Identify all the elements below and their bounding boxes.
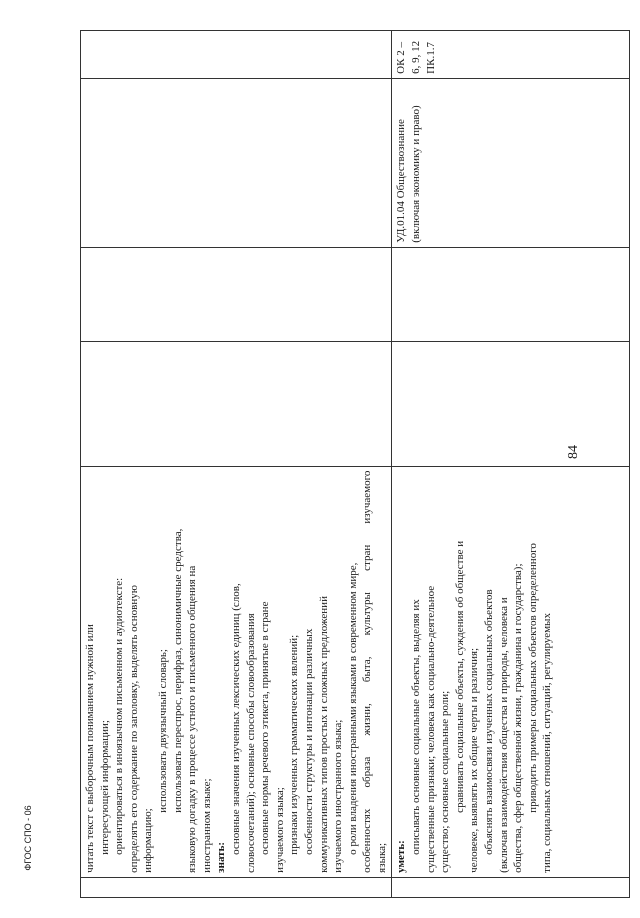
- section-heading-know: знать:: [215, 841, 228, 873]
- text-line: читать текст с выборочным пониманием нужной или: [84, 624, 96, 873]
- text-line: интересующей информации;: [98, 720, 111, 855]
- document-footer: ФГОС СПО - 06: [23, 805, 33, 871]
- page-number: 84: [566, 445, 581, 459]
- text-line: информацию;: [142, 808, 155, 873]
- text-line: коммуникативных типов простых и сложных предложений: [317, 596, 330, 873]
- table-cell-skills: [81, 466, 392, 877]
- text-line: изучаемого иностранного языка;: [332, 719, 345, 873]
- text-line: о роли владения иностранными языками в современном мире,: [346, 562, 359, 855]
- table-cell-discipline: УД.01.04 Обществознание (включая экономику и право): [392, 78, 630, 247]
- text-line: объяснять взаимосвязи изученных социальных объектов: [483, 589, 496, 855]
- table-cell-competencies: ОК 2 – 6, 9, 12 ПК.1.7: [392, 31, 630, 79]
- table-frame: [80, 30, 600, 898]
- text-line: признаки изученных грамматических явлений;: [288, 634, 301, 855]
- text-line: человеке, выявлять их общие черты и различия;: [468, 647, 481, 873]
- text-line: существенные признаки; человека как социально-деятельное: [424, 585, 437, 873]
- text-line: использовать переспрос, перифраз, синонимичные средства,: [171, 528, 184, 813]
- table-cell-skills: [392, 466, 630, 877]
- text-line: (включая взаимодействия общества и природы, человека и: [497, 597, 510, 873]
- text-line: общества, сфер общественной жизни, гражданина и государства);: [512, 563, 525, 873]
- table-cell-empty: [392, 247, 630, 342]
- text-line: основные значения изученных лексических единиц (слов,: [229, 583, 242, 855]
- text-line: описывать основные социальные объекты, выделяя их: [410, 599, 423, 855]
- text-line: ориентироваться в иноязычном письменном и аудиотексте:: [113, 577, 126, 855]
- table-cell-left-margin: [81, 877, 392, 897]
- text-line: словосочетаний); основные способы словообразования: [244, 613, 257, 873]
- text-line: языка;: [375, 842, 388, 873]
- section-heading-able: уметь:: [395, 840, 408, 873]
- table-cell-empty: [392, 342, 630, 466]
- text-line: основные нормы речевого этикета, принятые в стране: [259, 601, 272, 855]
- table-cell-left-margin: [392, 877, 630, 897]
- text-line: определять его содержание по заголовку, выделять основную: [127, 585, 140, 873]
- text-line: приводить примеры социальных объектов определенного: [526, 543, 539, 813]
- text-line: иностранном языке;: [200, 778, 213, 873]
- table-row: [392, 31, 630, 898]
- text-line: использовать двуязычный словарь;: [156, 649, 169, 813]
- text-line: языковую догадку в процессе устного и письменного общения на: [186, 565, 199, 873]
- text-line: особенностях образа жизни, быта, культуры стран изучаемого: [361, 470, 374, 873]
- table-row: [81, 31, 392, 898]
- table-cell-empty: [81, 78, 392, 247]
- text-line: типа, социальных отношений, ситуаций, регулируемых: [541, 613, 554, 873]
- curriculum-table: [80, 30, 630, 898]
- text-line: сравнивать социальные объекты, суждения об обществе и: [453, 540, 466, 813]
- table-cell-empty: [81, 31, 392, 79]
- table-cell-empty: [81, 342, 392, 466]
- table-cell-empty: [81, 247, 392, 342]
- text-line: особенности структуры и интонации различных: [302, 628, 315, 855]
- text-line: изучаемого языка;: [273, 787, 286, 873]
- text-line: существо; основные социальные роли;: [439, 690, 452, 873]
